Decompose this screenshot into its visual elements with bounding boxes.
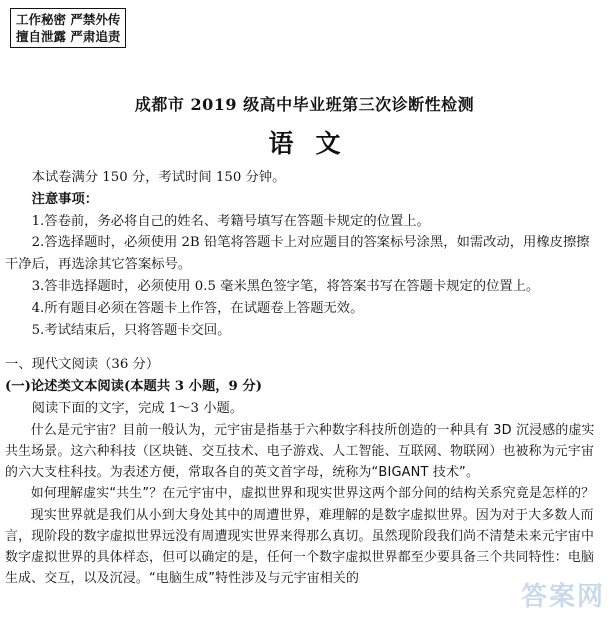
site-watermark: 答案网 bbox=[520, 582, 605, 612]
exam-title: 成都市 2019 级高中毕业班第三次诊断性检测 bbox=[134, 95, 475, 114]
note-item: 1.答卷前，务必将自己的姓名、考籍号填写在答题卡规定的位置上。 bbox=[31, 213, 430, 229]
reading-passage bbox=[5, 420, 601, 590]
stamp-line-1: 工作秘密 严禁外传 bbox=[16, 12, 121, 27]
exam-summary: 本试卷满分 150 分，考试时间 150 分钟。 bbox=[31, 170, 286, 185]
note-item: 3.答非选择题时，必须使用 0.5 毫米黑色签字笔，将答案书写在答题卡规定的位置上。 bbox=[31, 278, 540, 294]
subject-title: 语文 bbox=[268, 129, 363, 158]
passage-paragraph: 现实世界就是我们从小到大身处其中的周遭世界，难理解的是数字虚拟世界。因为对于大多数人而言，现阶段的数字虚拟世界远没有周遭现实世界来得那么真切。虽然现阶段我们尚不清楚未来元宇宙中数字虚拟世界的具体样态，但可以确定的是，任何一个数字虚拟世界都至少要具备三个共同特性：电脑生成、交互，以及沉浸。“电脑生成”特性涉及与元宇宙相关的 bbox=[5, 507, 595, 587]
passage-paragraph: 如何理解虚实“共生”？在元宇宙中，虚拟世界和现实世界这两个部分间的结构关系究竟是怎样的？ bbox=[30, 486, 595, 502]
note-item: 4.所有题目必须在答题卡上作答，在试题卷上答题无效。 bbox=[31, 300, 364, 316]
notes-heading: 注意事项： bbox=[31, 191, 99, 207]
section-subheading: (一)论述类文本阅读(本题共 3 小题，9 分) bbox=[5, 379, 263, 395]
section-heading: 一、现代文阅读（36 分） bbox=[5, 357, 160, 373]
reading-instruction: 阅读下面的文字，完成 1～3 小题。 bbox=[31, 400, 244, 416]
document-body bbox=[5, 167, 601, 589]
confidential-stamp bbox=[10, 8, 126, 48]
note-item: 5.考试结束后，只将答题卡交回。 bbox=[31, 322, 231, 338]
passage-paragraph: 什么是元宇宙？目前一般认为，元宇宙是指基于六种数字科技所创造的一种具有 3D 沉浸感的虚实共生场景。这六种科技（区块链、交互技术、电子游戏、人工智能、互联网、物联网）也被称为元宇宙的六大支柱科技。为表述方便，常取各自的英文首字母，统称为“BIGANT 技术”。 bbox=[5, 422, 595, 481]
stamp-line-2: 擅自泄露 严肃追责 bbox=[16, 29, 121, 44]
note-item: 2.答选择题时，必须使用 2B 铅笔将答题卡上对应题目的答案标号涂黑，如需改动，用橡皮擦擦干净后，再选涂其它答案标号。 bbox=[5, 235, 590, 273]
